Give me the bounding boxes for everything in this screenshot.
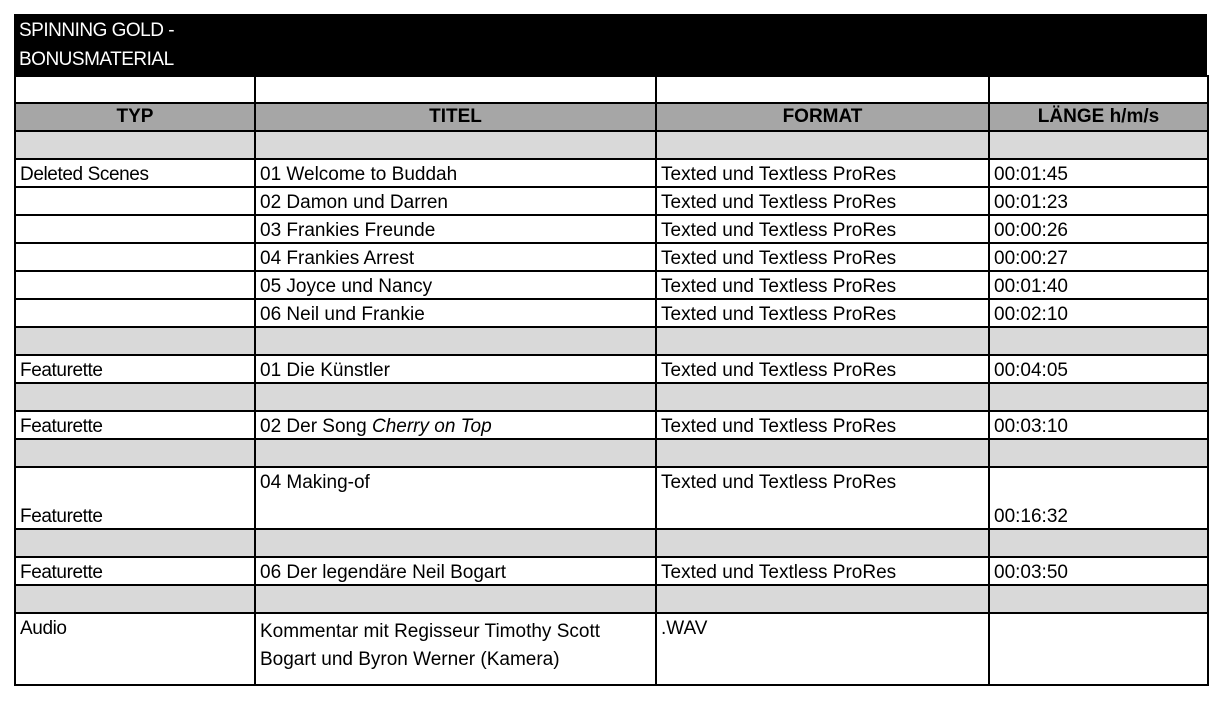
cell-format[interactable]: Texted und Textless ProRes	[656, 159, 989, 187]
cell[interactable]	[255, 131, 656, 159]
cell-typ[interactable]: Featurette	[15, 411, 255, 439]
gap-row	[15, 439, 1208, 467]
table-row	[15, 613, 1208, 685]
cell[interactable]	[15, 585, 255, 613]
cell-typ[interactable]: Featurette	[15, 355, 255, 383]
header-titel[interactable]: TITEL	[255, 103, 656, 131]
cell[interactable]	[989, 76, 1208, 103]
gap-row	[15, 529, 1208, 557]
table-row	[15, 159, 1208, 187]
cell[interactable]	[656, 327, 989, 355]
cell-format[interactable]: Texted und Textless ProRes	[656, 467, 989, 529]
titel-prefix: 02 Der Song	[260, 416, 372, 437]
sheet-title-bar[interactable]	[14, 14, 1207, 75]
cell[interactable]	[989, 529, 1208, 557]
table-row	[15, 271, 1208, 299]
cell-titel[interactable]: 04 Frankies Arrest	[255, 243, 656, 271]
table-row	[15, 467, 1208, 529]
cell[interactable]	[15, 383, 255, 411]
cell-titel[interactable]: 06 Neil und Frankie	[255, 299, 656, 327]
table-row	[15, 243, 1208, 271]
cell-format[interactable]: Texted und Textless ProRes	[656, 215, 989, 243]
cell-laenge[interactable]: 00:01:23	[989, 187, 1208, 215]
table-row	[15, 187, 1208, 215]
cell-laenge[interactable]	[989, 613, 1208, 685]
cell-format[interactable]: Texted und Textless ProRes	[656, 411, 989, 439]
table-row	[15, 411, 1208, 439]
sheet-title-line-1: SPINNING GOLD -	[19, 20, 175, 41]
cell[interactable]	[989, 585, 1208, 613]
cell[interactable]	[255, 439, 656, 467]
cell[interactable]	[989, 327, 1208, 355]
cell-titel[interactable]: Kommentar mit Regisseur Timothy Scott Bogart und Byron Werner (Kamera)	[255, 613, 656, 685]
cell-typ[interactable]: Deleted Scenes	[15, 159, 255, 187]
cell-titel[interactable]: 05 Joyce und Nancy	[255, 271, 656, 299]
cell-laenge[interactable]: 00:03:10	[989, 411, 1208, 439]
cell-typ[interactable]	[15, 187, 255, 215]
cell-format[interactable]: Texted und Textless ProRes	[656, 355, 989, 383]
table-row	[15, 299, 1208, 327]
cell-laenge[interactable]: 00:03:50	[989, 557, 1208, 585]
table-row	[15, 355, 1208, 383]
cell-typ[interactable]	[15, 215, 255, 243]
gap-row	[15, 383, 1208, 411]
cell[interactable]	[656, 529, 989, 557]
cell-typ[interactable]: Featurette	[15, 557, 255, 585]
cell-format[interactable]: .WAV	[656, 613, 989, 685]
gap-row	[15, 585, 1208, 613]
cell[interactable]	[255, 585, 656, 613]
cell[interactable]	[989, 439, 1208, 467]
cell[interactable]	[989, 131, 1208, 159]
header-row	[15, 103, 1208, 131]
gap-row	[15, 131, 1208, 159]
sheet-title-line-2: BONUSMATERIAL	[19, 49, 174, 70]
cell[interactable]	[15, 131, 255, 159]
table-row	[15, 557, 1208, 585]
spacer-row	[15, 76, 1208, 103]
bonus-table	[14, 75, 1209, 686]
cell-format[interactable]: Texted und Textless ProRes	[656, 243, 989, 271]
cell-titel[interactable]: 03 Frankies Freunde	[255, 215, 656, 243]
cell-titel[interactable]: 01 Die Künstler	[255, 355, 656, 383]
cell-format[interactable]: Texted und Textless ProRes	[656, 271, 989, 299]
titel-italic: Cherry on Top	[371, 416, 492, 437]
cell-titel[interactable]	[255, 411, 656, 439]
header-typ[interactable]: TYP	[15, 103, 255, 131]
cell-typ[interactable]	[15, 243, 255, 271]
cell-format[interactable]: Texted und Textless ProRes	[656, 299, 989, 327]
cell-titel[interactable]: 02 Damon und Darren	[255, 187, 656, 215]
cell[interactable]	[15, 327, 255, 355]
cell-typ[interactable]: Featurette	[15, 467, 255, 529]
cell-titel[interactable]: 06 Der legendäre Neil Bogart	[255, 557, 656, 585]
cell[interactable]	[255, 383, 656, 411]
cell[interactable]	[989, 383, 1208, 411]
cell-typ[interactable]	[15, 299, 255, 327]
cell[interactable]	[656, 131, 989, 159]
cell[interactable]	[656, 585, 989, 613]
cell[interactable]	[15, 76, 255, 103]
cell[interactable]	[255, 529, 656, 557]
cell[interactable]	[656, 383, 989, 411]
cell-typ[interactable]	[15, 271, 255, 299]
header-laenge[interactable]: LÄNGE h/m/s	[989, 103, 1208, 131]
cell-laenge[interactable]: 00:04:05	[989, 355, 1208, 383]
cell-typ[interactable]: Audio	[15, 613, 255, 685]
cell-titel[interactable]: 01 Welcome to Buddah	[255, 159, 656, 187]
cell[interactable]	[255, 327, 656, 355]
header-format[interactable]: FORMAT	[656, 103, 989, 131]
cell-format[interactable]: Texted und Textless ProRes	[656, 557, 989, 585]
cell-laenge[interactable]: 00:02:10	[989, 299, 1208, 327]
cell-laenge[interactable]: 00:16:32	[989, 467, 1208, 529]
cell[interactable]	[656, 439, 989, 467]
cell[interactable]	[15, 529, 255, 557]
cell-laenge[interactable]: 00:01:45	[989, 159, 1208, 187]
cell-titel[interactable]: 04 Making-of	[255, 467, 656, 529]
cell-laenge[interactable]: 00:00:27	[989, 243, 1208, 271]
cell[interactable]	[15, 439, 255, 467]
table-row	[15, 215, 1208, 243]
gap-row	[15, 327, 1208, 355]
cell-laenge[interactable]: 00:01:40	[989, 271, 1208, 299]
cell-format[interactable]: Texted und Textless ProRes	[656, 187, 989, 215]
cell[interactable]	[656, 76, 989, 103]
cell[interactable]	[255, 76, 656, 103]
cell-laenge[interactable]: 00:00:26	[989, 215, 1208, 243]
